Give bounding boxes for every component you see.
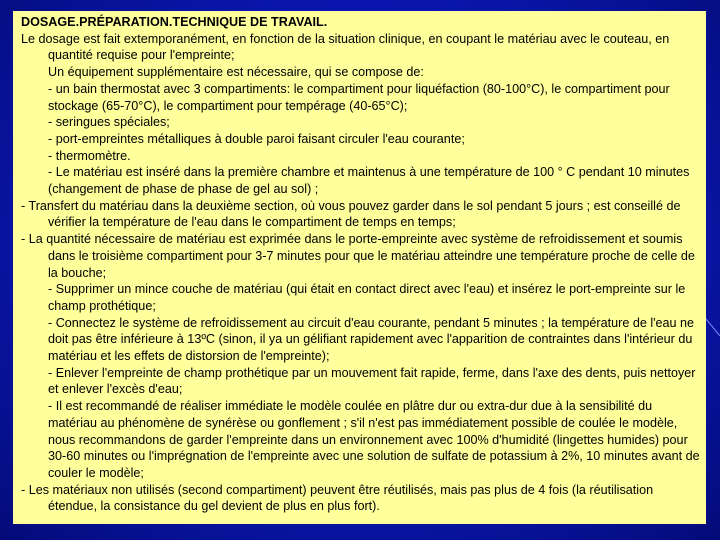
list-item-model: - Il est recommandé de réaliser immédiate le modèle coulée en plâtre dur ou extra-dur due à la sensibilité du matériau au phénomène de synérèse ou gonflement ; s'il n'est pas immédiatement possible de coulée le modèle, nous recommandons de garder l'empreinte dans un environnement avec 100% d'humidité (lingettes humides) pour 30-60 minutes ou l'imprégnation de l'empreinte avec une solution de sulfate de potassium à 2%, 10 minutes avant de couler le modèle;	[48, 399, 700, 480]
list-item-reuse: - Les matériaux non utilisés (second compartiment) peuvent être réutilisés, mais pas plus de 4 fois (la réutilisation étendue, la consistance du gel devient de plus en plus fort).	[21, 482, 654, 514]
list-item-trays: - port-empreintes métalliques à double paroi faisant circuler l'eau courante;	[48, 131, 465, 146]
list-item-thermometer: - thermomètre.	[48, 148, 131, 163]
list-item-remove-layer: - Supprimer un mince couche de matériau (qui était en contact direct avec l'eau) et insérez le port-empreinte sur le champ prothétique;	[48, 282, 686, 313]
paragraph-intro: Le dosage est fait extemporanément, en fonction de la situation clinique, en coupant le matériau avec le couteau, en quantité requise pour l'empreinte;	[21, 31, 670, 63]
slide-title: DOSAGE.PRÉPARATION.TECHNIQUE DE TRAVAIL.	[21, 15, 328, 29]
content-panel	[13, 11, 706, 524]
paragraph-equipment: Un équipement supplémentaire est nécessaire, qui se compose de:	[48, 65, 424, 80]
list-item-cooling: - Connectez le système de refroidissement au circuit d'eau courante, pendant 5 minutes ; la température de l'eau ne doit pas être inférieure à 13ºC (sinon, il ya un gélifiant rapidement avec l'apparition de contraintes dans l'intérieur du matériau et les effets de distorsion de l'empreinte);	[48, 315, 695, 364]
list-item-transfer: - Transfert du matériau dans la deuxième section, où vous pouvez garder dans le sol pendant 5 jours ; est conseillé de vérifier la température de l'eau dans le compartiment de temps en temps;	[21, 198, 681, 230]
list-item-insertion: - Le matériau est inséré dans la première chambre et maintenus à une température de 100 ° C pendant 10 minutes (changement de phase de phase de gel au sol) ;	[48, 165, 690, 197]
list-item-bath: - un bain thermostat avec 3 compartiments: le compartiment pour liquéfaction (80-100°C), le compartiment pour stockage (65-70°C), le compartiment pour tempérage (40-65°C);	[48, 81, 670, 113]
list-item-syringes: - seringues spéciales;	[48, 115, 170, 130]
list-item-quantity: - La quantité nécessaire de matériau est exprimée dans le porte-empreinte avec système de refroidissement et soumis dans le troisième compartiment pour 3-7 minutes pour que le matériau atteindre une température proche de celle de la bouche;	[21, 232, 695, 280]
list-item-remove-impression: - Enlever l'empreinte de champ prothétique par un mouvement fait rapide, ferme, dans l'axe des dents, puis nettoyer et enlever l'excès d'eau;	[48, 365, 696, 397]
